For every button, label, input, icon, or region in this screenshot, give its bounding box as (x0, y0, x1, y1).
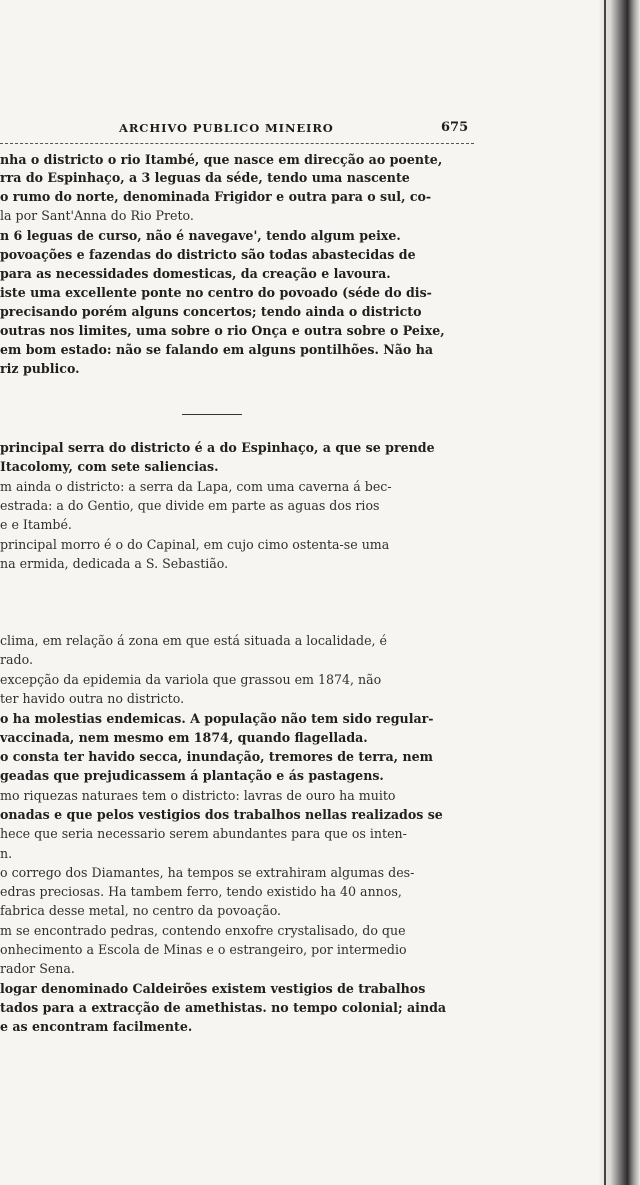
text-line: o rumo do norte, denominada Frigidor e outra para o sul, co- (0, 189, 432, 204)
text-line: para as necessidades domesticas, da creação e lavoura. (0, 266, 391, 281)
text-line: logar denominado Caldeirões existem vestigios de trabalhos (0, 981, 426, 996)
text-line: riz publico. (0, 361, 80, 376)
binding-shadow-line (604, 0, 606, 1185)
text-line: rra do Espinhaço, a 3 leguas da séde, tendo uma nascente (0, 170, 410, 185)
text-line: o consta ter havido secca, inundação, tremores de terra, nem (0, 749, 433, 764)
text-line: nha o districto o rio Itambé, que nasce em direcção ao poente, (0, 152, 443, 167)
running-head (0, 121, 600, 139)
text-line: e as encontram facilmente. (0, 1019, 193, 1034)
text-line: iste uma excellente ponte no centro do povoado (séde do dis- (0, 285, 432, 300)
text-line: m se encontrado pedras, contendo enxofre crystalisado, do que (0, 923, 406, 938)
text-line: precisando porém alguns concertos; tendo ainda o districto (0, 304, 422, 319)
text-line: estrada: a do Gentio, que divide em parte as aguas dos rios (0, 498, 380, 513)
text-line: em bom estado: não se falando em alguns pontilhões. Não ha (0, 342, 434, 357)
text-line: rado. (0, 652, 33, 667)
page-number: 675 (441, 120, 469, 135)
text-line: onadas e que pelos vestigios dos trabalhos nellas realizados se (0, 807, 443, 822)
text-line: la por Sant'Anna do Rio Preto. (0, 208, 194, 223)
text-line: na ermida, dedicada a S. Sebastião. (0, 556, 229, 571)
text-line: hece que seria necessario serem abundantes para que os inten- (0, 826, 407, 841)
running-title: ARCHIVO PUBLICO MINEIRO (119, 121, 334, 135)
text-line: rador Sena. (0, 961, 75, 976)
text-line: n. (0, 846, 13, 861)
text-line: ter havido outra no districto. (0, 691, 185, 706)
text-line: excepção da epidemia da variola que grassou em 1874, não (0, 672, 382, 687)
text-line: mo riquezas naturaes tem o districto: lavras de ouro ha muito (0, 788, 396, 803)
text-line: edras preciosas. Ha tambem ferro, tendo existido ha 40 annos, (0, 884, 402, 899)
text-line: principal serra do districto é a do Espinhaço, a que se prende (0, 440, 435, 455)
text-line: geadas que prejudicassem á plantação e ás pastagens. (0, 768, 384, 783)
text-line: principal morro é o do Capinal, em cujo cimo ostenta-se uma (0, 537, 390, 552)
text-line: vaccinada, nem mesmo em 1874, quando flagellada. (0, 730, 368, 745)
header-rule (0, 143, 474, 144)
text-line: onhecimento a Escola de Minas e o estrangeiro, por intermedio (0, 942, 407, 957)
text-line: outras nos limites, uma sobre o rio Onça e outra sobre o Peixe, (0, 323, 445, 338)
text-line: o ha molestias endemicas. A população não tem sido regular- (0, 711, 434, 726)
text-line: clima, em relação á zona em que está situada a localidade, é (0, 633, 388, 648)
text-line: Itacolomy, com sete saliencias. (0, 459, 219, 474)
text-line: fabrica desse metal, no centro da povoação. (0, 903, 282, 918)
text-line: tados para a extracção de amethistas. no tempo colonial; ainda (0, 1000, 447, 1015)
text-line: o corrego dos Diamantes, ha tempos se extrahiram algumas des- (0, 865, 415, 880)
text-line: povoações e fazendas do districto são todas abastecidas de (0, 247, 416, 262)
text-line: e e Itambé. (0, 517, 72, 532)
section-divider (182, 414, 242, 415)
text-line: n 6 leguas de curso, não é navegave', tendo algum peixe. (0, 228, 401, 243)
text-line: m ainda o districto: a serra da Lapa, com uma caverna á bec- (0, 479, 392, 494)
